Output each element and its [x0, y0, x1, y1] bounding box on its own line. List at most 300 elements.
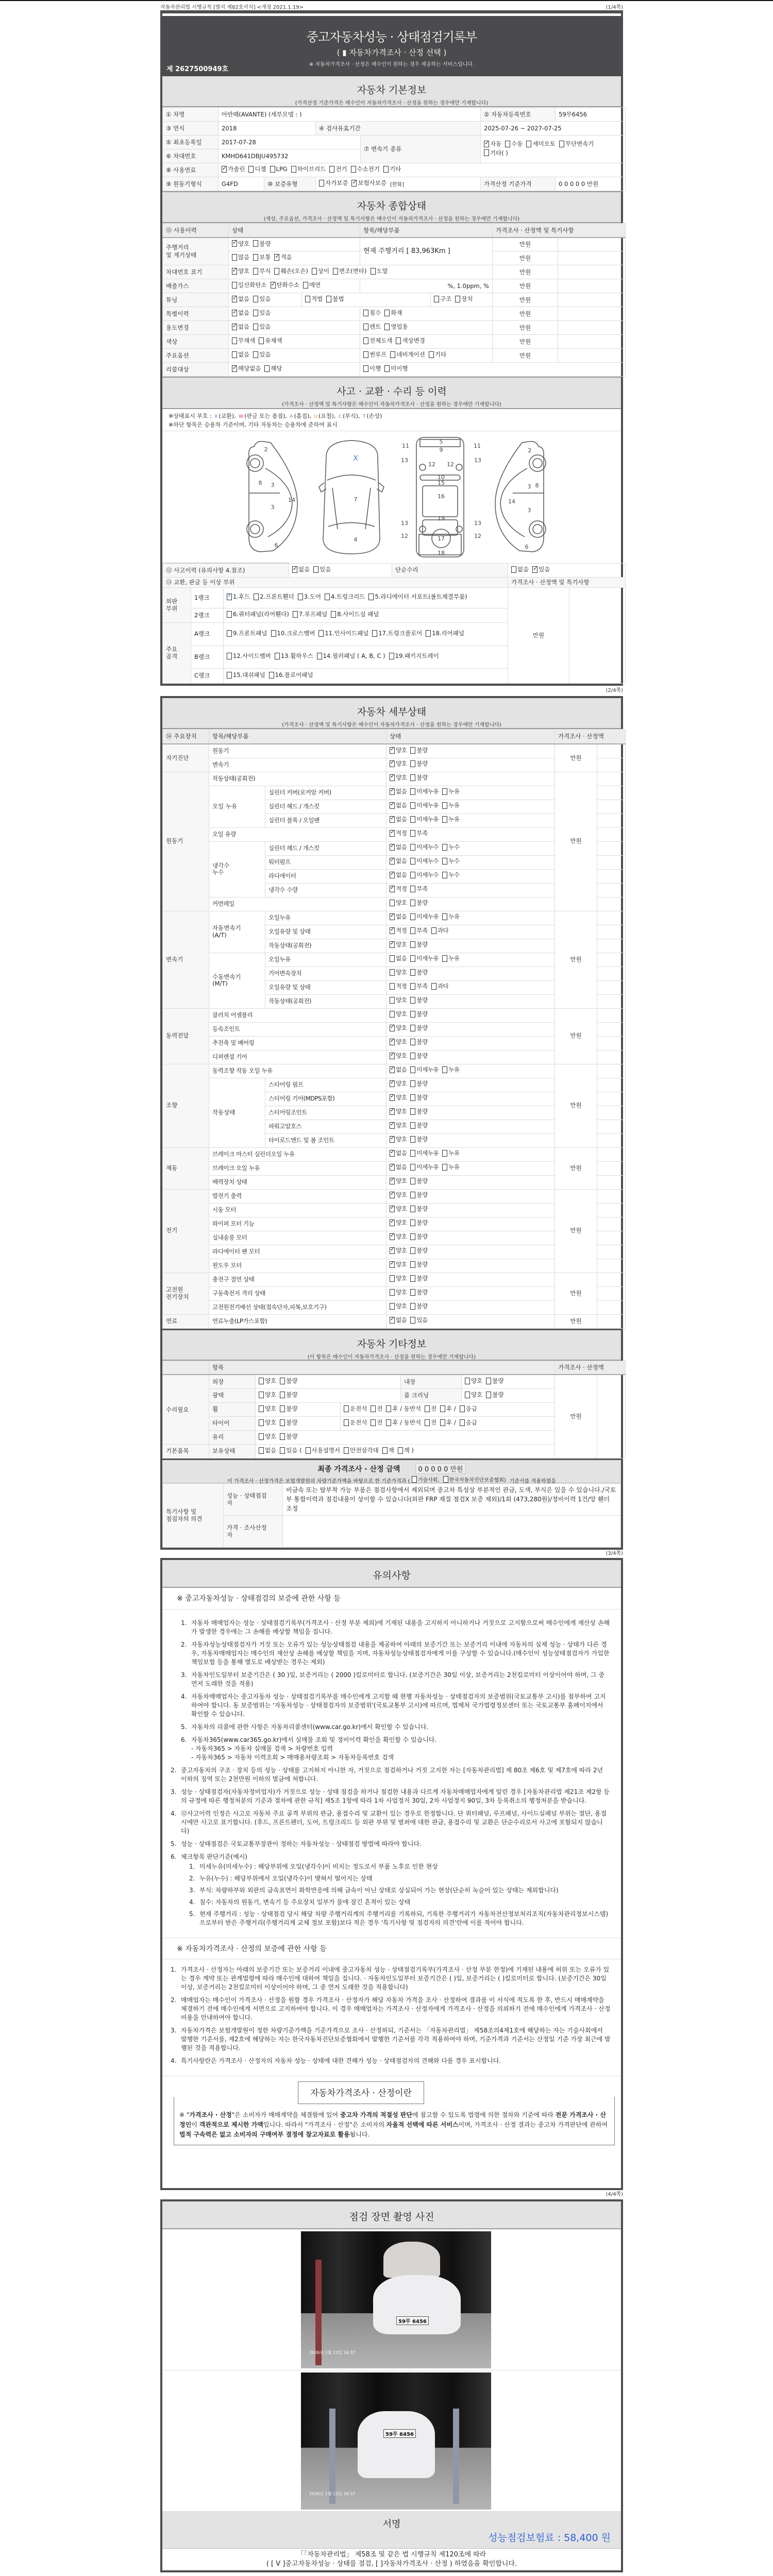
checkbox-option[interactable]	[398, 1447, 414, 1454]
price-note[interactable]	[597, 1273, 626, 1286]
checkbox-option[interactable]	[368, 593, 467, 600]
checkbox-icon[interactable]	[227, 611, 232, 618]
checkbox-option[interactable]	[384, 323, 408, 330]
checkbox-icon[interactable]	[442, 844, 447, 851]
checkbox-option[interactable]	[410, 997, 427, 1004]
checkbox-option[interactable]	[390, 788, 407, 795]
checkbox-option[interactable]	[363, 323, 381, 330]
checkbox-option[interactable]	[232, 295, 249, 302]
checkbox-option[interactable]	[443, 1476, 506, 1483]
checkbox-option[interactable]	[384, 309, 402, 316]
checkbox-option[interactable]	[410, 774, 427, 781]
checked-box-icon[interactable]	[232, 310, 237, 316]
checkbox-option[interactable]	[386, 1405, 421, 1412]
checked-box-icon[interactable]	[390, 830, 395, 837]
checkbox-icon[interactable]	[383, 166, 389, 173]
checkbox-icon[interactable]	[410, 1261, 415, 1268]
checkbox-option[interactable]	[390, 1206, 407, 1212]
checkbox-option[interactable]	[318, 630, 368, 637]
checkbox-option[interactable]	[319, 179, 348, 187]
checkbox-icon[interactable]	[253, 324, 258, 330]
checkbox-option[interactable]	[227, 671, 265, 679]
checkbox-option[interactable]	[274, 267, 308, 275]
checkbox-icon[interactable]	[410, 983, 415, 990]
checkbox-option[interactable]	[363, 365, 381, 372]
checkbox-option[interactable]	[442, 872, 459, 878]
checkbox-icon[interactable]	[410, 1275, 415, 1282]
checkbox-option[interactable]	[410, 955, 439, 962]
checkbox-option[interactable]	[410, 1303, 427, 1310]
checkbox-option[interactable]	[371, 1419, 382, 1426]
inspection-photo-rear[interactable]	[301, 2372, 491, 2510]
checkbox-icon[interactable]	[329, 166, 334, 173]
checkbox-icon[interactable]	[384, 324, 390, 330]
checkbox-icon[interactable]	[410, 1108, 415, 1115]
checkbox-option[interactable]	[259, 1377, 276, 1384]
checkbox-icon[interactable]	[319, 180, 324, 187]
checkbox-icon[interactable]	[344, 1419, 349, 1426]
price-note[interactable]	[597, 1161, 626, 1175]
price-note[interactable]	[597, 1147, 626, 1161]
checkbox-option[interactable]	[410, 844, 439, 851]
checkbox-option[interactable]	[460, 1405, 477, 1412]
checkbox-option[interactable]	[410, 1233, 427, 1240]
checkbox-option[interactable]	[412, 1476, 440, 1483]
checkbox-icon[interactable]	[280, 1433, 285, 1440]
x-marked-box-icon[interactable]	[227, 594, 232, 600]
price-note[interactable]	[597, 744, 626, 758]
price-note[interactable]	[558, 335, 626, 349]
checkbox-icon[interactable]	[410, 969, 415, 976]
checkbox-option[interactable]	[329, 165, 347, 173]
checkbox-option[interactable]	[511, 566, 529, 573]
checkbox-option[interactable]	[232, 309, 249, 316]
price-note[interactable]	[597, 1092, 626, 1106]
checkbox-option[interactable]	[526, 140, 555, 147]
price-note[interactable]	[597, 1133, 626, 1147]
checkbox-icon[interactable]	[526, 141, 531, 147]
checkbox-icon[interactable]	[305, 296, 310, 302]
checkbox-icon[interactable]	[410, 927, 415, 934]
checkbox-option[interactable]	[410, 886, 427, 892]
checkbox-option[interactable]	[440, 1405, 456, 1412]
checkbox-option[interactable]	[232, 240, 249, 247]
checkbox-option[interactable]	[410, 1136, 427, 1143]
checkbox-option[interactable]	[410, 1053, 427, 1059]
checkbox-option[interactable]	[442, 1150, 459, 1157]
checkbox-option[interactable]	[253, 267, 271, 275]
checked-box-icon[interactable]	[390, 1025, 395, 1031]
checkbox-icon[interactable]	[326, 296, 331, 302]
checkbox-option[interactable]	[390, 955, 407, 962]
checkbox-option[interactable]	[264, 365, 282, 372]
checkbox-icon[interactable]	[253, 296, 258, 302]
checked-box-icon[interactable]	[390, 872, 395, 878]
checkbox-option[interactable]	[312, 267, 329, 275]
checkbox-option[interactable]	[465, 1377, 482, 1384]
checkbox-icon[interactable]	[390, 1275, 395, 1282]
checked-box-icon[interactable]	[484, 141, 489, 147]
checkbox-option[interactable]	[410, 1317, 427, 1324]
price-note[interactable]	[597, 897, 626, 911]
price-note[interactable]	[597, 939, 626, 953]
checkbox-icon[interactable]	[363, 324, 368, 330]
checkbox-icon[interactable]	[253, 254, 258, 261]
checkbox-option[interactable]	[270, 165, 288, 173]
checkbox-icon[interactable]	[269, 672, 274, 679]
checkbox-option[interactable]	[390, 900, 407, 906]
checkbox-icon[interactable]	[431, 927, 436, 934]
checkbox-option[interactable]	[326, 295, 344, 302]
checkbox-icon[interactable]	[410, 844, 415, 851]
checked-box-icon[interactable]	[390, 1247, 395, 1254]
checkbox-option[interactable]	[232, 323, 249, 330]
price-note[interactable]	[597, 869, 626, 883]
checkbox-icon[interactable]	[429, 351, 434, 358]
checkbox-icon[interactable]	[254, 594, 259, 600]
price-note[interactable]	[597, 883, 626, 897]
checkbox-option[interactable]	[484, 140, 501, 147]
checked-box-icon[interactable]	[274, 254, 279, 261]
checkbox-icon[interactable]	[442, 816, 447, 823]
checkbox-icon[interactable]	[460, 1419, 465, 1426]
checkbox-option[interactable]	[280, 1377, 297, 1384]
checkbox-icon[interactable]	[410, 872, 415, 878]
checkbox-option[interactable]	[425, 1419, 436, 1426]
checked-box-icon[interactable]	[390, 1192, 395, 1198]
checked-box-icon[interactable]	[292, 566, 297, 573]
checkbox-option[interactable]	[227, 652, 271, 659]
checkbox-option[interactable]	[291, 165, 326, 173]
checkbox-option[interactable]	[232, 337, 255, 344]
checkbox-icon[interactable]	[232, 282, 237, 289]
inspection-photo-front[interactable]	[301, 2231, 491, 2368]
checked-box-icon[interactable]	[390, 802, 395, 809]
checkbox-icon[interactable]	[227, 630, 232, 637]
checkbox-icon[interactable]	[384, 365, 390, 372]
checked-box-icon[interactable]	[232, 365, 237, 372]
checkbox-option[interactable]	[390, 1039, 407, 1045]
checkbox-icon[interactable]	[280, 1405, 285, 1412]
checkbox-icon[interactable]	[259, 1405, 264, 1412]
checkbox-option[interactable]	[410, 872, 439, 878]
price-note[interactable]	[597, 855, 626, 869]
checkbox-icon[interactable]	[371, 1405, 376, 1412]
checkbox-option[interactable]	[442, 788, 459, 795]
checkbox-option[interactable]	[259, 1433, 276, 1440]
checkbox-option[interactable]	[390, 1094, 407, 1101]
checkbox-option[interactable]	[390, 844, 407, 851]
checkbox-icon[interactable]	[442, 858, 447, 865]
checkbox-option[interactable]	[259, 1391, 276, 1398]
price-note[interactable]	[597, 1106, 626, 1120]
checkbox-option[interactable]	[410, 969, 427, 976]
checkbox-icon[interactable]	[280, 1378, 285, 1384]
checkbox-option[interactable]	[390, 351, 425, 358]
checkbox-option[interactable]	[390, 1136, 407, 1143]
price-note[interactable]	[597, 994, 626, 1008]
checkbox-option[interactable]	[390, 983, 407, 990]
checkbox-option[interactable]	[390, 1275, 407, 1282]
checkbox-option[interactable]	[363, 337, 392, 344]
checkbox-icon[interactable]	[442, 1150, 447, 1157]
checkbox-icon[interactable]	[344, 1447, 349, 1454]
checked-box-icon[interactable]	[390, 927, 395, 934]
checked-box-icon[interactable]	[390, 844, 395, 851]
checkbox-option[interactable]	[390, 1317, 407, 1324]
checkbox-icon[interactable]	[363, 365, 368, 372]
checkbox-option[interactable]	[410, 900, 427, 906]
checked-box-icon[interactable]	[390, 1206, 395, 1212]
checkbox-icon[interactable]	[259, 1378, 264, 1384]
price-note[interactable]	[597, 1314, 626, 1328]
checked-box-icon[interactable]	[232, 268, 237, 275]
checkbox-option[interactable]	[410, 760, 427, 767]
checkbox-option[interactable]	[410, 1164, 439, 1171]
checkbox-icon[interactable]	[410, 1122, 415, 1129]
checked-box-icon[interactable]	[532, 566, 537, 573]
checkbox-option[interactable]	[559, 140, 594, 147]
checkbox-icon[interactable]	[363, 351, 368, 358]
checked-box-icon[interactable]	[390, 1080, 395, 1087]
checkbox-option[interactable]	[410, 1011, 427, 1018]
checkbox-icon[interactable]	[442, 913, 447, 920]
checked-box-icon[interactable]	[390, 1178, 395, 1184]
checkbox-option[interactable]	[410, 1178, 427, 1184]
checkbox-option[interactable]	[390, 1219, 407, 1226]
checkbox-option[interactable]	[390, 1247, 407, 1254]
checkbox-option[interactable]	[390, 1066, 407, 1073]
checkbox-option[interactable]	[390, 747, 407, 754]
checkbox-icon[interactable]	[410, 886, 415, 892]
checkbox-option[interactable]	[440, 1419, 456, 1426]
checkbox-option[interactable]	[460, 1419, 477, 1426]
price-note[interactable]	[597, 925, 626, 939]
checked-box-icon[interactable]	[232, 324, 237, 330]
checkbox-icon[interactable]	[390, 969, 395, 976]
checkbox-option[interactable]	[410, 1261, 427, 1268]
checkbox-icon[interactable]	[271, 630, 276, 637]
checkbox-icon[interactable]	[317, 653, 322, 659]
checkbox-icon[interactable]	[410, 830, 415, 837]
checked-box-icon[interactable]	[390, 1233, 395, 1240]
checkbox-option[interactable]	[227, 611, 289, 618]
checkbox-icon[interactable]	[270, 166, 275, 173]
checkbox-icon[interactable]	[396, 337, 401, 344]
checkbox-option[interactable]	[410, 1206, 427, 1212]
checkbox-icon[interactable]	[486, 1378, 491, 1384]
checkbox-option[interactable]	[280, 1433, 297, 1440]
checkbox-option[interactable]	[232, 365, 261, 372]
checkbox-option[interactable]	[253, 253, 271, 261]
checkbox-option[interactable]	[293, 611, 327, 618]
checkbox-icon[interactable]	[363, 310, 368, 316]
checked-box-icon[interactable]	[390, 1261, 395, 1268]
checkbox-option[interactable]	[434, 295, 451, 302]
price-note[interactable]	[597, 1286, 626, 1300]
checkbox-option[interactable]	[351, 179, 386, 187]
checkbox-option[interactable]	[325, 593, 365, 600]
checkbox-option[interactable]	[280, 1447, 301, 1454]
checkbox-option[interactable]	[390, 1303, 407, 1310]
checkbox-option[interactable]	[390, 774, 407, 781]
checkbox-option[interactable]	[442, 913, 459, 920]
checkbox-icon[interactable]	[460, 1405, 465, 1412]
checkbox-icon[interactable]	[351, 166, 356, 173]
checkbox-option[interactable]	[390, 1261, 407, 1268]
checkbox-option[interactable]	[410, 1150, 439, 1157]
checkbox-icon[interactable]	[390, 983, 395, 990]
checkbox-option[interactable]	[232, 267, 249, 275]
checkbox-option[interactable]	[410, 1122, 427, 1129]
checked-box-icon[interactable]	[390, 816, 395, 823]
price-note[interactable]	[558, 279, 626, 293]
checkbox-option[interactable]	[410, 830, 427, 837]
checkbox-icon[interactable]	[398, 1447, 403, 1454]
checkbox-icon[interactable]	[371, 268, 376, 275]
checkbox-option[interactable]	[275, 652, 313, 659]
checked-box-icon[interactable]	[390, 1219, 395, 1226]
checkbox-option[interactable]	[431, 983, 448, 990]
checkbox-option[interactable]	[386, 1419, 421, 1426]
checkbox-option[interactable]	[313, 566, 331, 573]
checkbox-option[interactable]	[410, 1247, 427, 1254]
checkbox-icon[interactable]	[410, 1317, 415, 1324]
checkbox-option[interactable]	[442, 802, 459, 809]
checkbox-option[interactable]	[298, 593, 321, 600]
checkbox-option[interactable]	[259, 1419, 276, 1426]
checkbox-icon[interactable]	[390, 900, 395, 906]
checkbox-icon[interactable]	[371, 1419, 376, 1426]
price-note[interactable]	[597, 1259, 626, 1273]
checkbox-option[interactable]	[410, 1080, 427, 1087]
checkbox-option[interactable]	[259, 1405, 276, 1412]
price-note[interactable]	[597, 980, 626, 994]
checkbox-icon[interactable]	[259, 1392, 264, 1398]
checkbox-icon[interactable]	[390, 1289, 395, 1296]
checkbox-option[interactable]	[292, 566, 310, 573]
checkbox-option[interactable]	[271, 281, 299, 289]
checkbox-icon[interactable]	[425, 1419, 430, 1426]
checkbox-option[interactable]	[410, 913, 439, 920]
checked-box-icon[interactable]	[390, 1317, 395, 1324]
checkbox-option[interactable]	[396, 337, 425, 344]
checkbox-option[interactable]	[280, 1405, 297, 1412]
checked-box-icon[interactable]	[271, 282, 276, 289]
checkbox-option[interactable]	[390, 1053, 407, 1059]
checkbox-icon[interactable]	[412, 1476, 417, 1483]
checkbox-option[interactable]	[253, 295, 271, 302]
price-note[interactable]	[597, 1217, 626, 1231]
checkbox-option[interactable]	[390, 858, 407, 865]
checkbox-icon[interactable]	[372, 630, 377, 637]
checkbox-icon[interactable]	[390, 1303, 395, 1310]
checkbox-option[interactable]	[410, 1025, 427, 1031]
checkbox-icon[interactable]	[253, 310, 258, 316]
price-note[interactable]	[558, 293, 626, 307]
checkbox-icon[interactable]	[465, 1392, 470, 1398]
checked-box-icon[interactable]	[222, 166, 227, 173]
checkbox-option[interactable]	[382, 1447, 394, 1454]
checkbox-option[interactable]	[390, 1011, 407, 1018]
checkbox-option[interactable]	[410, 983, 427, 990]
price-note[interactable]	[597, 841, 626, 855]
price-note[interactable]	[558, 251, 626, 265]
checkbox-option[interactable]	[317, 652, 385, 659]
checkbox-icon[interactable]	[232, 351, 237, 358]
checkbox-icon[interactable]	[410, 774, 415, 781]
checkbox-option[interactable]	[486, 1377, 503, 1384]
checkbox-option[interactable]	[259, 1447, 276, 1454]
checkbox-option[interactable]	[390, 1233, 407, 1240]
checked-box-icon[interactable]	[390, 1164, 395, 1171]
checkbox-icon[interactable]	[298, 594, 303, 600]
checkbox-icon[interactable]	[484, 149, 489, 156]
checkbox-icon[interactable]	[442, 1164, 447, 1171]
checkbox-option[interactable]	[390, 913, 407, 920]
checkbox-option[interactable]	[344, 1419, 367, 1426]
checkbox-icon[interactable]	[410, 1066, 415, 1073]
checkbox-option[interactable]	[390, 1192, 407, 1198]
checkbox-icon[interactable]	[318, 630, 324, 637]
checkbox-option[interactable]	[505, 140, 523, 147]
checkbox-icon[interactable]	[442, 788, 447, 795]
checked-box-icon[interactable]	[390, 1066, 395, 1073]
checked-box-icon[interactable]	[390, 1150, 395, 1157]
checkbox-option[interactable]	[410, 816, 439, 823]
checkbox-option[interactable]	[532, 566, 550, 573]
checkbox-option[interactable]	[305, 295, 323, 302]
checkbox-icon[interactable]	[410, 955, 415, 962]
price-note[interactable]	[597, 758, 626, 772]
price-note[interactable]	[597, 967, 626, 980]
checkbox-icon[interactable]	[410, 802, 415, 809]
checkbox-option[interactable]	[390, 1122, 407, 1129]
checkbox-icon[interactable]	[410, 1247, 415, 1254]
checkbox-icon[interactable]	[410, 1011, 415, 1018]
checkbox-icon[interactable]	[259, 337, 264, 344]
checked-box-icon[interactable]	[390, 760, 395, 767]
checkbox-option[interactable]	[429, 351, 446, 358]
checkbox-option[interactable]	[390, 969, 407, 976]
checkbox-option[interactable]	[484, 149, 508, 157]
price-note[interactable]	[597, 772, 626, 786]
checkbox-icon[interactable]	[390, 1011, 395, 1018]
checkbox-option[interactable]	[372, 630, 422, 637]
checkbox-option[interactable]	[410, 858, 439, 865]
checkbox-option[interactable]	[227, 593, 250, 600]
checkbox-option[interactable]	[410, 1219, 427, 1226]
checkbox-icon[interactable]	[410, 858, 415, 865]
checkbox-option[interactable]	[455, 295, 473, 302]
checkbox-icon[interactable]	[331, 611, 336, 618]
checked-box-icon[interactable]	[390, 1039, 395, 1045]
checkbox-option[interactable]	[253, 351, 271, 358]
checkbox-icon[interactable]	[259, 1419, 264, 1426]
checkbox-option[interactable]	[410, 802, 439, 809]
checkbox-icon[interactable]	[232, 337, 237, 344]
checkbox-option[interactable]	[390, 997, 407, 1004]
checkbox-icon[interactable]	[426, 630, 431, 637]
checkbox-option[interactable]	[371, 267, 388, 275]
checkbox-option[interactable]	[431, 927, 448, 934]
checkbox-icon[interactable]	[410, 1094, 415, 1101]
checkbox-option[interactable]	[390, 1178, 407, 1184]
checkbox-option[interactable]	[222, 165, 245, 173]
checkbox-option[interactable]	[280, 1391, 297, 1398]
price-note[interactable]	[597, 1203, 626, 1217]
checkbox-option[interactable]	[363, 351, 386, 358]
